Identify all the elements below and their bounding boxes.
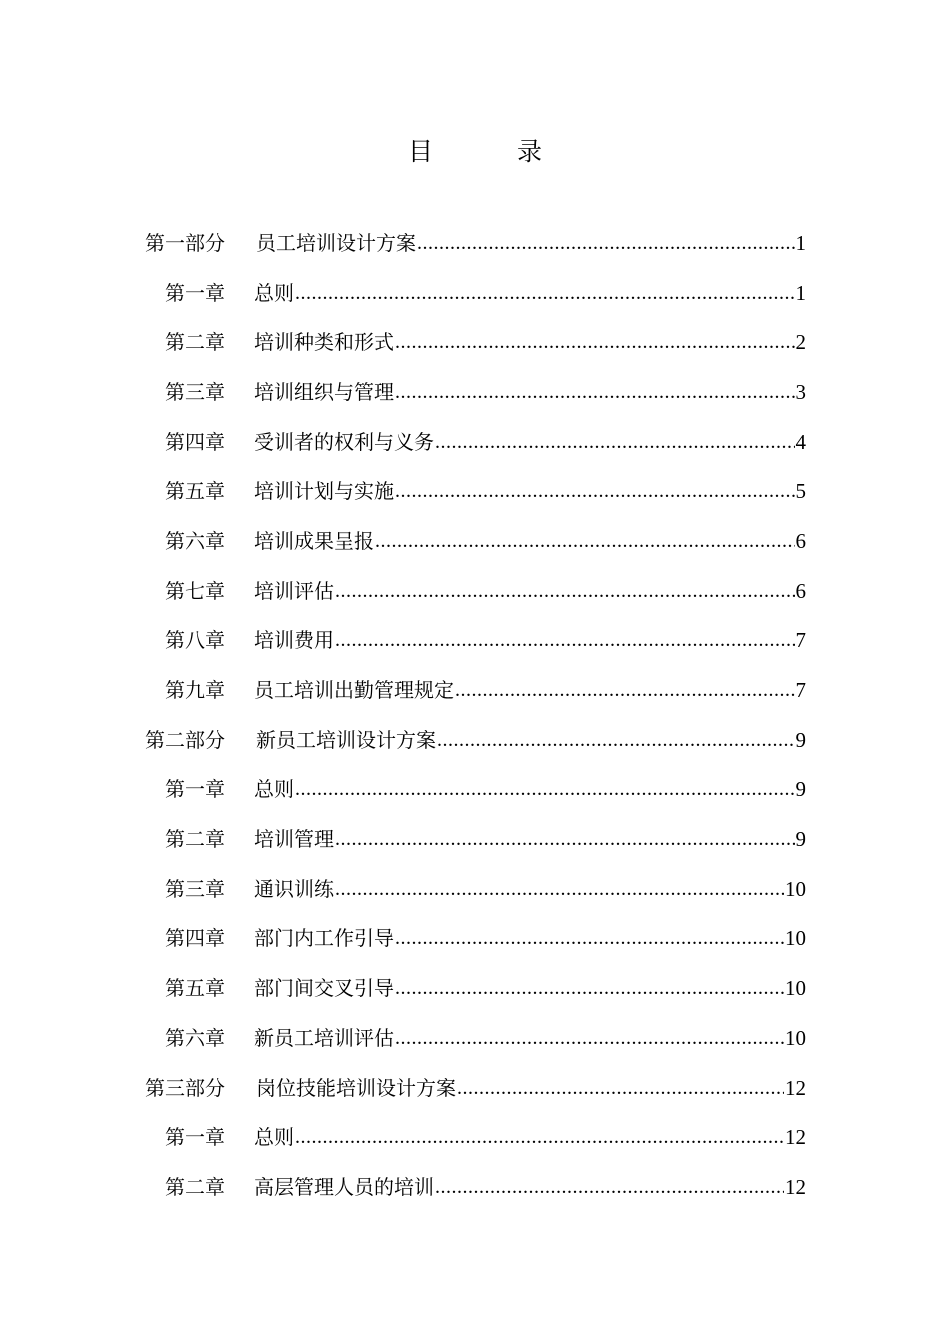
toc-entry-page: 10 — [785, 1025, 806, 1050]
toc-title: 目 录 — [408, 137, 580, 166]
toc-entry-label: 第五章 — [165, 976, 225, 1001]
toc-entry-label: 第七章 — [165, 578, 225, 603]
toc-entry-label: 第一部分 — [145, 230, 225, 255]
toc-dot-leader — [395, 1026, 784, 1050]
toc-dot-leader — [395, 479, 795, 503]
toc-entry-page: 9 — [795, 727, 806, 752]
toc-dot-leader — [395, 380, 795, 404]
toc-dot-leader — [335, 877, 784, 901]
toc-entry-chapter[interactable] — [0, 268, 950, 318]
toc-dot-leader — [395, 926, 784, 950]
toc-dot-leader — [295, 1125, 784, 1149]
toc-entry-text: 员工培训出勤管理规定 — [254, 678, 454, 703]
toc-entry-part[interactable] — [0, 1063, 950, 1113]
toc-entry-chapter[interactable] — [0, 1162, 950, 1212]
toc-entry-label: 第二部分 — [145, 727, 225, 752]
toc-entry-page: 10 — [785, 876, 806, 901]
toc-entry-page: 2 — [795, 330, 806, 355]
toc-entry-text: 总则 — [254, 280, 294, 305]
toc-entry-label: 第五章 — [165, 479, 225, 504]
toc-entry-chapter[interactable] — [0, 566, 950, 616]
toc-entry-text: 通识训练 — [254, 876, 334, 901]
toc-entry-chapter[interactable] — [0, 317, 950, 367]
toc-dot-leader — [335, 579, 795, 603]
toc-entry-page: 5 — [795, 479, 806, 504]
toc-dot-leader — [417, 231, 795, 255]
toc-entry-page: 10 — [785, 976, 806, 1001]
toc-entry-chapter[interactable] — [0, 466, 950, 516]
toc-entry-label: 第八章 — [165, 628, 225, 653]
toc-entry-label: 第六章 — [165, 528, 225, 553]
toc-dot-leader — [455, 678, 795, 702]
toc-entry-page: 7 — [795, 628, 806, 653]
toc-entry-chapter[interactable] — [0, 765, 950, 815]
toc-dot-leader — [437, 728, 795, 752]
toc-entry-chapter[interactable] — [0, 914, 950, 964]
toc-entry-text: 高层管理人员的培训 — [254, 1174, 434, 1199]
toc-entry-page: 12 — [785, 1075, 806, 1100]
toc-entry-chapter[interactable] — [0, 417, 950, 467]
toc-entry-label: 第三章 — [165, 876, 225, 901]
toc-entry-page: 6 — [795, 528, 806, 553]
toc-dot-leader — [435, 430, 795, 454]
toc-entry-chapter[interactable] — [0, 1013, 950, 1063]
toc-entry-page: 1 — [795, 280, 806, 305]
toc-entry-label: 第二章 — [165, 330, 225, 355]
toc-dot-leader — [295, 281, 795, 305]
toc-entry-page: 12 — [785, 1125, 806, 1150]
toc-dot-leader — [435, 1175, 784, 1199]
toc-entry-label: 第二章 — [165, 1174, 225, 1199]
toc-dot-leader — [375, 529, 795, 553]
toc-entry-label: 第九章 — [165, 678, 225, 703]
toc-entry-text: 岗位技能培训设计方案 — [256, 1075, 456, 1100]
toc-entry-label: 第三部分 — [145, 1075, 225, 1100]
toc-dot-leader — [457, 1076, 784, 1100]
toc-entry-text: 培训费用 — [254, 628, 334, 653]
toc-entry-label: 第一章 — [165, 1125, 225, 1150]
toc-entry-part[interactable] — [0, 218, 950, 268]
toc-entry-chapter[interactable] — [0, 814, 950, 864]
toc-entry-text: 新员工培训评估 — [254, 1025, 394, 1050]
toc-entry-text: 部门间交叉引导 — [254, 976, 394, 1001]
toc-entry-page: 10 — [785, 926, 806, 951]
toc-entry-chapter[interactable] — [0, 963, 950, 1013]
toc-entry-text: 培训计划与实施 — [254, 479, 394, 504]
toc-entry-page: 7 — [795, 678, 806, 703]
toc-dot-leader — [335, 628, 795, 652]
toc-entry-chapter[interactable] — [0, 616, 950, 666]
toc-dot-leader — [295, 777, 795, 801]
toc-entry-text: 总则 — [254, 777, 294, 802]
toc-entry-text: 部门内工作引导 — [254, 926, 394, 951]
toc-entry-label: 第一章 — [165, 777, 225, 802]
toc-entry-page: 9 — [795, 777, 806, 802]
toc-entry-chapter[interactable] — [0, 864, 950, 914]
toc-entry-text: 培训种类和形式 — [254, 330, 394, 355]
toc-entry-label: 第四章 — [165, 926, 225, 951]
toc-entry-chapter[interactable] — [0, 516, 950, 566]
toc-entry-page: 4 — [795, 429, 806, 454]
toc-entry-chapter[interactable] — [0, 1112, 950, 1162]
toc-entry-part[interactable] — [0, 715, 950, 765]
toc-entry-text: 总则 — [254, 1125, 294, 1150]
toc-entry-page: 12 — [785, 1174, 806, 1199]
toc-entry-label: 第三章 — [165, 379, 225, 404]
toc-entry-text: 培训成果呈报 — [254, 528, 374, 553]
toc-entry-label: 第四章 — [165, 429, 225, 454]
toc-dot-leader — [335, 827, 795, 851]
toc-entry-page: 1 — [795, 230, 806, 255]
table-of-contents — [0, 218, 950, 1212]
toc-entry-page: 9 — [795, 827, 806, 852]
toc-entry-text: 培训组织与管理 — [254, 379, 394, 404]
toc-entry-text: 培训评估 — [254, 578, 334, 603]
toc-entry-page: 3 — [795, 379, 806, 404]
toc-entry-page: 6 — [795, 578, 806, 603]
toc-entry-text: 员工培训设计方案 — [256, 230, 416, 255]
toc-entry-text: 新员工培训设计方案 — [256, 727, 436, 752]
toc-dot-leader — [395, 976, 784, 1000]
toc-entry-chapter[interactable] — [0, 665, 950, 715]
toc-entry-label: 第一章 — [165, 280, 225, 305]
toc-entry-label: 第六章 — [165, 1025, 225, 1050]
toc-entry-text: 培训管理 — [254, 827, 334, 852]
toc-entry-text: 受训者的权利与义务 — [254, 429, 434, 454]
toc-entry-label: 第二章 — [165, 827, 225, 852]
toc-dot-leader — [395, 330, 795, 354]
toc-entry-chapter[interactable] — [0, 367, 950, 417]
